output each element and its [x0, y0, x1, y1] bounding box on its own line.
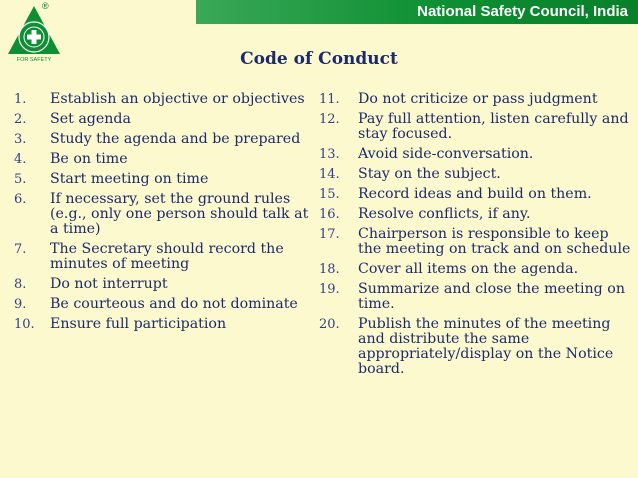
list-item-number: 3. [14, 132, 27, 147]
list-item-text: Be on time [50, 151, 128, 167]
list-item-number: 2. [14, 112, 27, 127]
list-item-text: Stay on the subject. [358, 166, 501, 182]
list-item [14, 172, 314, 187]
list-item-text: Cover all items on the agenda. [358, 261, 579, 277]
list-item [14, 132, 314, 147]
list-item-text: Avoid side-conversation. [358, 146, 534, 162]
page-title: Code of Conduct [240, 49, 398, 69]
list-item-text: Set agenda [50, 111, 131, 127]
list-item [14, 297, 314, 312]
list-item-number: 4. [14, 152, 27, 167]
list-item [319, 147, 633, 162]
list-item-number: 5. [14, 172, 27, 187]
list-item-text: Chairperson is responsible to keep the meeting on track and on schedule [358, 226, 631, 257]
list-item-number: 11. [319, 92, 340, 107]
list-item-number: 7. [14, 242, 27, 257]
list-item [319, 187, 633, 202]
list-item-text: Ensure full participation [50, 316, 227, 332]
list-item-number: 6. [14, 192, 27, 207]
list-item [319, 227, 633, 257]
left-list [14, 92, 314, 337]
list-item-number: 18. [319, 262, 340, 277]
organization-name: National Safety Council, India [417, 3, 628, 20]
list-item [319, 167, 633, 182]
list-item-text: Pay full attention, listen carefully and stay focused. [358, 111, 629, 142]
list-item-text: Record ideas and build on them. [358, 186, 592, 202]
list-item-text: Study the agenda and be prepared [50, 131, 301, 147]
list-item-number: 19. [319, 282, 340, 297]
list-item-text: Do not criticize or pass judgment [358, 91, 598, 107]
list-item-text: Establish an objective or objectives [50, 91, 305, 107]
list-item [14, 92, 314, 107]
list-item [319, 262, 633, 277]
list-item [14, 242, 314, 272]
list-item-text: Start meeting on time [50, 171, 209, 187]
list-item-text: Publish the minutes of the meeting and distribute the same appropriately/display on the Notice board. [358, 316, 614, 377]
list-item-number: 14. [319, 167, 340, 182]
list-item [319, 92, 633, 107]
list-item [14, 277, 314, 292]
list-item [14, 112, 314, 127]
list-item-text: Be courteous and do not dominate [50, 296, 298, 312]
svg-text:FOR SAFETY: FOR SAFETY [16, 57, 52, 62]
header-bar [196, 0, 638, 24]
list-item-text: Do not interrupt [50, 276, 168, 292]
list-item-number: 15. [319, 187, 340, 202]
list-item [319, 317, 633, 377]
list-item-number: 13. [319, 147, 340, 162]
list-item-number: 17. [319, 227, 340, 242]
list-item [319, 282, 633, 312]
list-item [14, 192, 314, 237]
list-item-text: The Secretary should record the minutes of meeting [50, 241, 284, 272]
registered-trademark: ® [42, 1, 49, 11]
list-item [14, 317, 314, 332]
list-item-text: If necessary, set the ground rules (e.g., only one person should talk at a time) [50, 191, 309, 237]
list-item-number: 12. [319, 112, 340, 127]
list-item [319, 207, 633, 222]
list-item-number: 1. [14, 92, 27, 107]
list-item-text: Resolve conflicts, if any. [358, 206, 531, 222]
list-item [319, 112, 633, 142]
list-item-text: Summarize and close the meeting on time. [358, 281, 625, 312]
list-item-number: 8. [14, 277, 27, 292]
list-item-number: 10. [14, 317, 35, 332]
list-item-number: 9. [14, 297, 27, 312]
list-item-number: 16. [319, 207, 340, 222]
right-list [319, 92, 633, 382]
list-item [14, 152, 314, 167]
list-item-number: 20. [319, 317, 340, 332]
